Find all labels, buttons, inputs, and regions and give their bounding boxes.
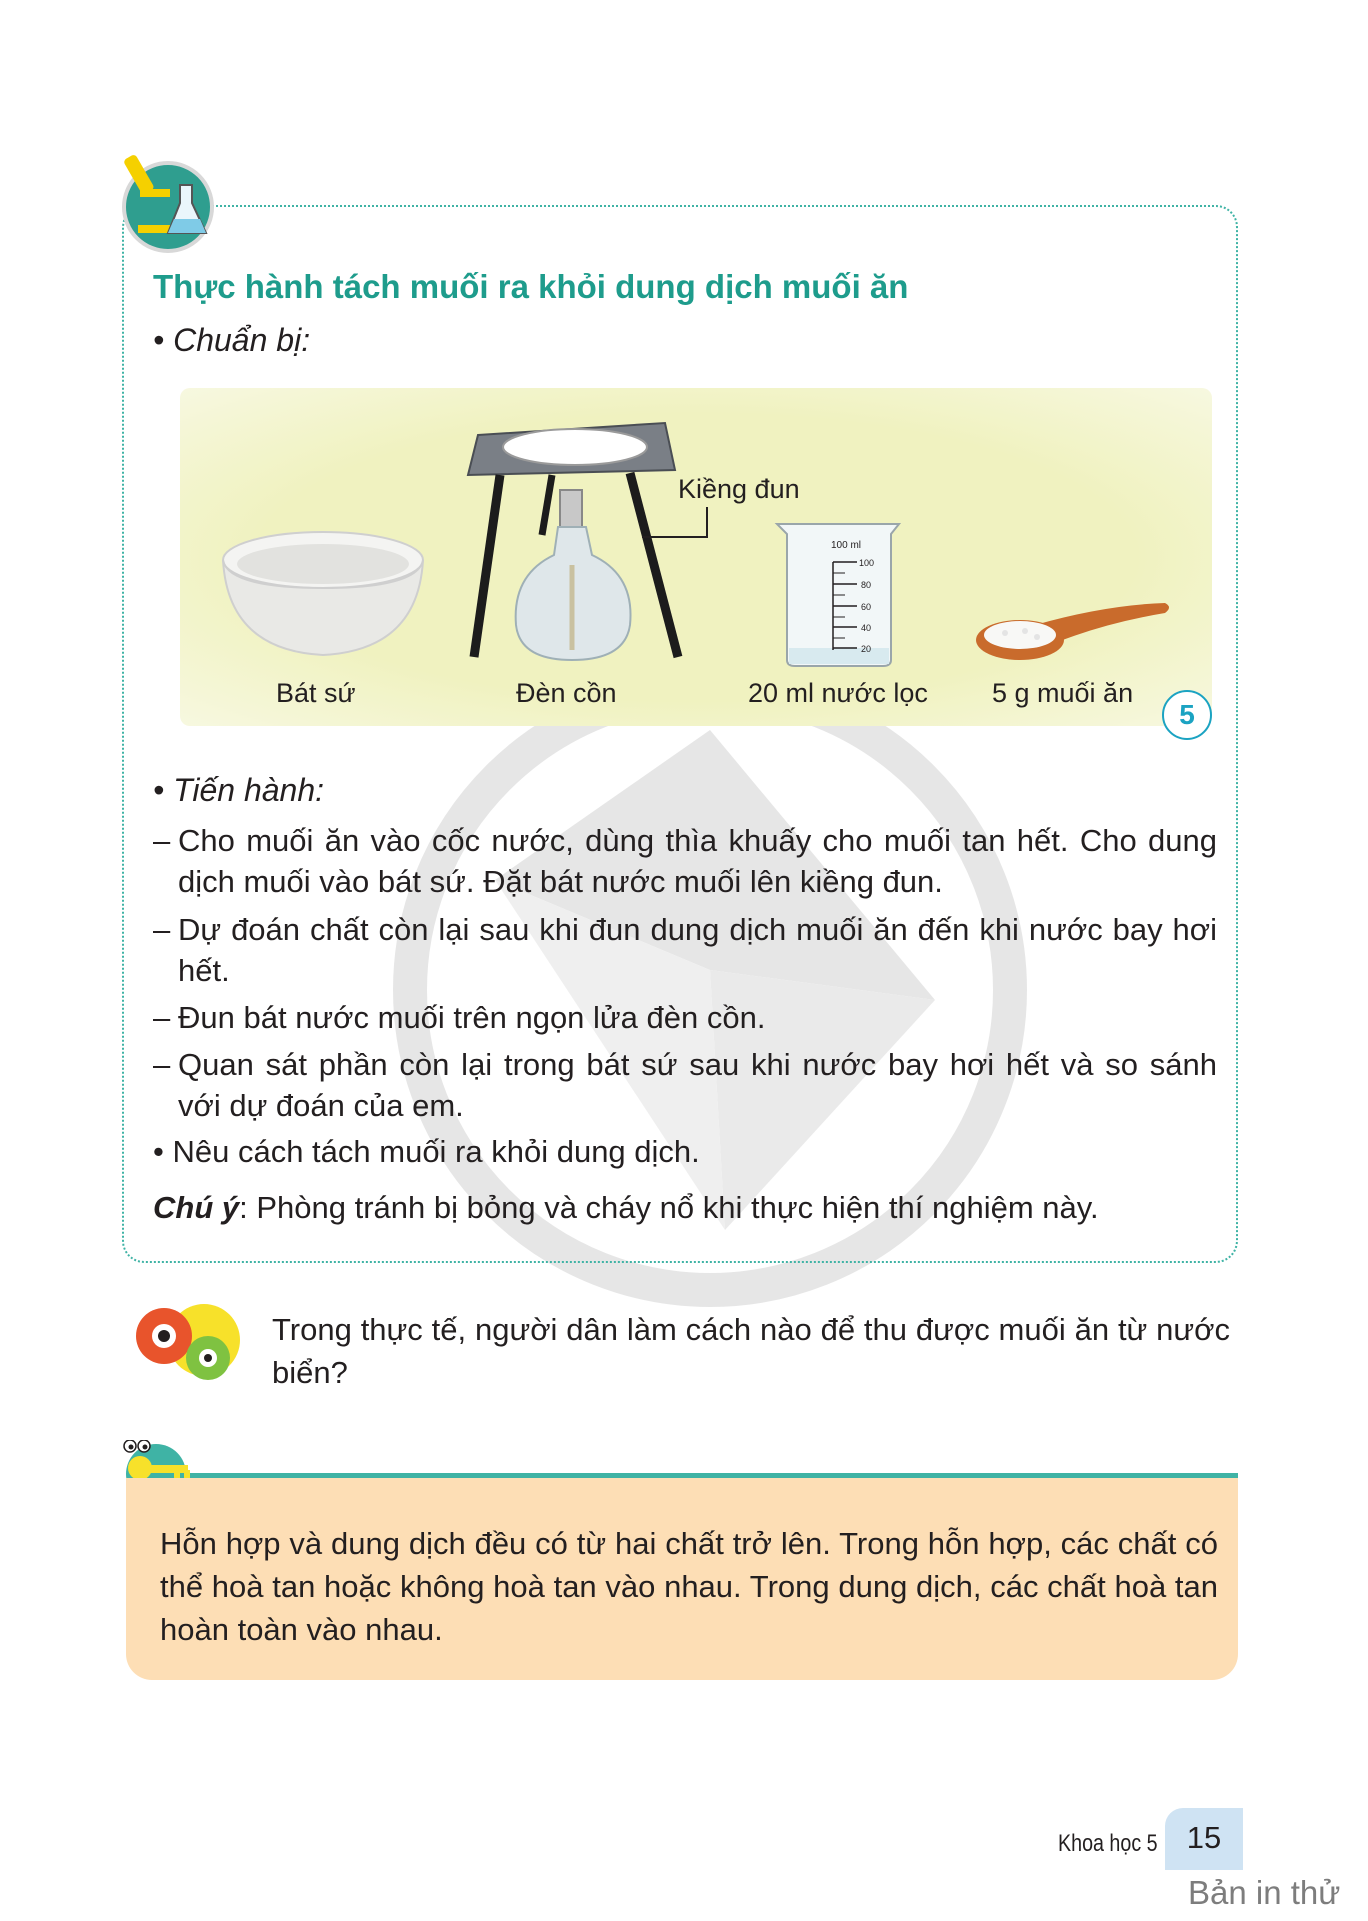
- step-text: Đun bát nước muối trên ngọn lửa đèn cồn.: [178, 1000, 766, 1035]
- beaker-capacity-label: 100 ml: [831, 540, 862, 551]
- porcelain-bowl-image: [218, 520, 428, 660]
- callout-line: [640, 505, 710, 545]
- tripod-callout-label: Kiềng đun: [678, 474, 800, 504]
- caption-alcohol-lamp: Đèn cồn: [516, 678, 617, 708]
- procedure-step-2: – Dự đoán chất còn lại sau khi đun dung dịch muối ăn đến khi nước bay hơi hết.: [153, 909, 1217, 991]
- note-label: Chú ý: [153, 1190, 240, 1225]
- step-text: Cho muối ăn vào cốc nước, dùng thìa khuấy cho muối tan hết. Cho dung dịch muối vào bát sứ. Đặt bát nước muối lên kiềng đun.: [178, 823, 1217, 899]
- draft-print-label: Bản in thử: [1188, 1874, 1341, 1911]
- caption-water: 20 ml nước lọc: [748, 678, 928, 708]
- caption-salt: 5 g muối ăn: [992, 678, 1134, 708]
- figure-number-badge: 5: [1162, 690, 1212, 740]
- preparation-label: • Chuẩn bị:: [153, 322, 311, 358]
- procedure-step-3: – Đun bát nước muối trên ngọn lửa đèn cồn.: [153, 997, 1217, 1038]
- question-text: Trong thực tế, người dân làm cách nào để thu được muối ăn từ nước biển?: [272, 1312, 1230, 1390]
- note-text: : Phòng tránh bị bỏng và cháy nổ khi thực hiện thí nghiệm này.: [239, 1190, 1099, 1225]
- procedure-step-1: – Cho muối ăn vào cốc nước, dùng thìa khuấy cho muối tan hết. Cho dung dịch muối vào bát sứ. Đặt bát nước muối lên kiềng đun.: [153, 820, 1217, 902]
- procedure-step-4: – Quan sát phần còn lại trong bát sứ sau khi nước bay hơi hết và so sánh với dự đoán của em.: [153, 1044, 1217, 1126]
- final-task: • Nêu cách tách muối ra khỏi dung dịch.: [153, 1134, 700, 1169]
- summary-text: Hỗn hợp và dung dịch đều có từ hai chất trở lên. Trong hỗn hợp, các chất có thể hoà tan hoặc không hoà tan vào nhau. Trong dung dịch, các chất hoà tan hoàn toàn vào nhau.: [160, 1526, 1218, 1647]
- practice-title: Thực hành tách muối ra khỏi dung dịch muối ăn: [153, 268, 909, 305]
- step-text: Quan sát phần còn lại trong bát sứ sau khi nước bay hơi hết và so sánh với dự đoán của em.: [178, 1047, 1217, 1123]
- gears-icon: [128, 1300, 246, 1386]
- microscope-flask-icon: [118, 145, 216, 255]
- beaker-mark-20: 20: [861, 644, 872, 654]
- beaker-mark-100: 100: [859, 558, 875, 568]
- procedure-label: • Tiến hành:: [153, 772, 325, 808]
- footer-book-title: Khoa học 5: [1058, 1830, 1158, 1857]
- salt-spoon-image: [975, 595, 1175, 665]
- safety-note: [153, 1190, 1099, 1226]
- beaker-image: [773, 520, 903, 670]
- beaker-mark-40: 40: [861, 623, 872, 633]
- page-number: 15: [1186, 1820, 1222, 1855]
- step-text: Dự đoán chất còn lại sau khi đun dung dịch muối ăn đến khi nước bay hơi hết.: [178, 912, 1217, 988]
- beaker-mark-60: 60: [861, 602, 872, 612]
- beaker-mark-80: 80: [861, 580, 872, 590]
- caption-bowl: Bát sứ: [276, 678, 356, 708]
